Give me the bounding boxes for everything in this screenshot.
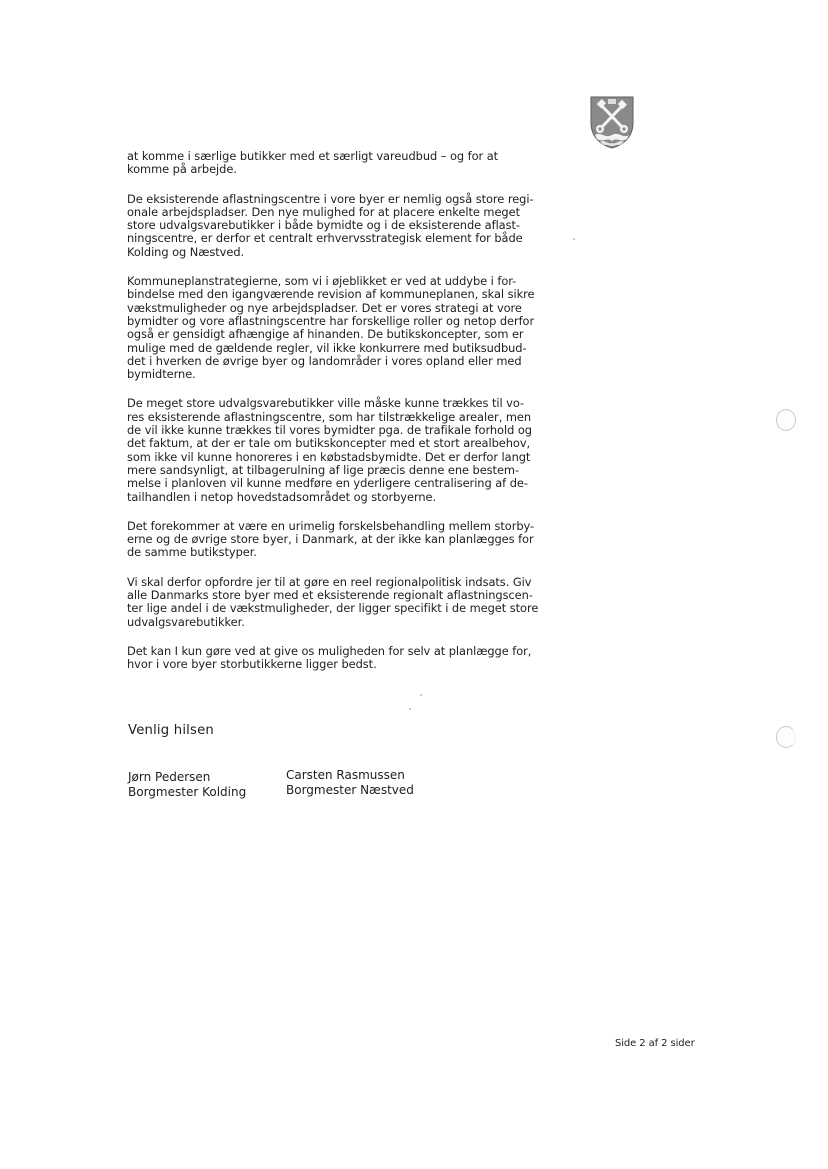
text-line: De eksisterende aflastningscentre i vore byer er nemlig også store regi- [127, 191, 534, 206]
text-line: Det forekommer at være en urimelig forskelsbehandling mellem storby- [127, 518, 535, 533]
text-line: mulige med de gældende regler, vil ikke konkurrere med butiksudbud- [127, 340, 527, 355]
crossed-keys-coat-of-arms-icon [589, 95, 635, 149]
scan-speck [420, 694, 422, 696]
text-line: komme på arbejde. [127, 162, 237, 177]
text-line: ter lige andel i de vækstmuligheder, der ligger specifikt i de meget store [127, 601, 539, 616]
scan-speck [409, 708, 411, 710]
text-line: bindelse med den igangværende revision af kommuneplanen, skal sikre [127, 287, 535, 302]
punch-hole [776, 726, 796, 748]
paragraph [127, 397, 567, 503]
text-line: at komme i særlige butikker med et særligt vareudbud – og for at [127, 149, 499, 163]
text-line: som ikke vil kunne honoreres i en købstadsbymidte. Det er derfor langt [127, 449, 531, 464]
signatory-naestved [286, 768, 414, 798]
text-line: hvor i vore byer storbutikkerne ligger bedst. [127, 657, 377, 672]
text-line: de samme butikstyper. [127, 545, 257, 560]
text-line: De meget store udvalgsvarebutikker ville måske kunne trækkes til vo- [127, 396, 525, 411]
signatory-title: Borgmester Kolding [128, 785, 247, 799]
paragraph [127, 520, 567, 560]
text-line: udvalgsvarebutikker. [127, 614, 245, 629]
paragraph [127, 645, 567, 672]
text-line: melse i planloven vil kunne medføre en yderligere centralisering af de- [127, 476, 528, 491]
letter-body [127, 150, 567, 688]
text-line: Kolding og Næstved. [127, 244, 245, 259]
text-line: vækstmuligheder og nye arbejdspladser. Det er vores strategi at vore [127, 300, 522, 315]
closing-greeting: Venlig hilsen [128, 723, 214, 738]
scan-speck [573, 238, 575, 240]
page-number: Side 2 af 2 sider [615, 1038, 695, 1049]
text-line: Vi skal derfor opfordre jer til at gøre en reel regionalpolitisk indsats. Giv [127, 574, 532, 589]
signatory-title: Borgmester Næstved [286, 783, 414, 797]
text-line: store udvalgsvarebutikker i både bymidte og i de eksisterende aflast- [127, 218, 520, 233]
text-line: det i hverken de øvrige byer og landområder i vores opland eller med [127, 353, 522, 368]
text-line: bymidterne. [127, 367, 196, 382]
paragraph [127, 150, 567, 177]
signatory-name: Jørn Pedersen [128, 770, 211, 784]
paragraph [127, 275, 567, 381]
paragraph [127, 193, 567, 259]
text-line: erne og de øvrige store byer, i Danmark, at der ikke kan planlægges for [127, 532, 534, 547]
text-line: alle Danmarks store byer med et eksisterende regionalt aflastningscen- [127, 588, 533, 603]
text-line: mere sandsynligt, at tilbagerulning af lige præcis denne ene bestem- [127, 462, 520, 477]
text-line: også er gensidigt afhængige af hinanden. De butikskoncepter, som er [127, 327, 524, 342]
paragraph [127, 576, 567, 629]
text-line: tailhandlen i netop hovedstadsområdet og storbyerne. [127, 489, 437, 504]
punch-hole [776, 409, 796, 431]
signatory-name: Carsten Rasmussen [286, 768, 405, 782]
text-line: ningscentre, er derfor et centralt erhvervsstrategisk element for både [127, 231, 523, 246]
text-line: Det kan I kun gøre ved at give os muligheden for selv at planlægge for, [127, 643, 532, 658]
text-line: res eksisterende aflastningscentre, som har tilstrækkelige arealer, men [127, 409, 532, 424]
text-line: onale arbejdspladser. Den nye mulighed for at placere enkelte meget [127, 204, 520, 219]
text-line: bymidter og vore aflastningscentre har forskellige roller og netop derfor [127, 313, 535, 328]
text-line: Kommuneplanstrategierne, som vi i øjeblikket er ved at uddybe i for- [127, 274, 517, 289]
text-line: det faktum, at der er tale om butikskoncepter med et stort arealbehov, [127, 436, 531, 451]
signatory-kolding [128, 770, 246, 800]
text-line: de vil ikke kunne trækkes til vores bymidter pga. de trafikale forhold og [127, 423, 532, 438]
